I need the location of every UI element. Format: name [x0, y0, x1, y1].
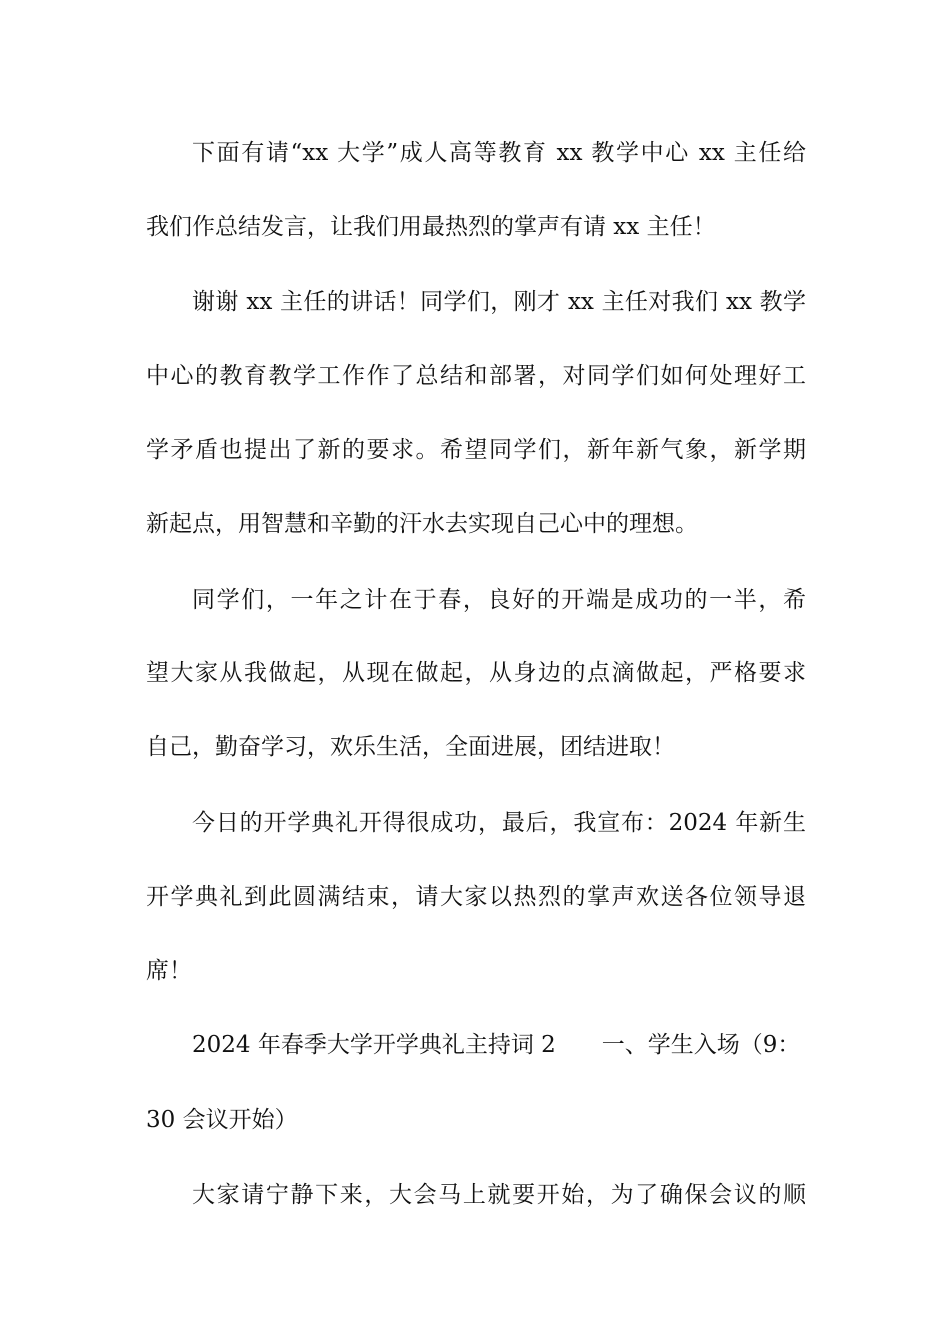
paragraph-line: 席！	[146, 958, 192, 984]
paragraph-line: 大家请宁静下来，大会马上就要开始，为了确保会议的顺	[192, 1182, 806, 1208]
paragraph-line: 开学典礼到此圆满结束，请大家以热烈的掌声欢送各位领导退	[146, 884, 806, 910]
section-title: 2024 年春季大学开学典礼主持词 2	[192, 1032, 556, 1058]
paragraph-line: 下面有请“xx 大学”成人高等教育 xx 教学中心 xx 主任给	[192, 140, 806, 166]
section-heading-line	[192, 1025, 806, 1065]
paragraph-line: 中心的教育教学工作作了总结和部署，对同学们如何处理好工	[146, 363, 806, 389]
paragraph-line: 望大家从我做起，从现在做起，从身边的点滴做起，严格要求	[146, 660, 806, 686]
paragraph-line: 谢谢 xx 主任的讲话！同学们，刚才 xx 主任对我们 xx 教学	[192, 289, 806, 315]
paragraph-line: 同学们，一年之计在于春，良好的开端是成功的一半，希	[192, 587, 806, 613]
paragraph-line: 今日的开学典礼开得很成功，最后，我宣布：2024 年新生	[192, 810, 806, 836]
paragraph-line: 新起点，用智慧和辛勤的汗水去实现自己心中的理想。	[146, 511, 698, 537]
paragraph-line: 自己，勤奋学习，欢乐生活，全面进展，团结进取！	[146, 734, 675, 760]
paragraph-line: 我们作总结发言，让我们用最热烈的掌声有请 xx 主任！	[146, 214, 716, 240]
section-item: 一、学生入场（9：	[601, 1032, 801, 1058]
paragraph-line: 30 会议开始）	[146, 1107, 298, 1133]
paragraph-line: 学矛盾也提出了新的要求。希望同学们，新年新气象，新学期	[146, 437, 806, 463]
